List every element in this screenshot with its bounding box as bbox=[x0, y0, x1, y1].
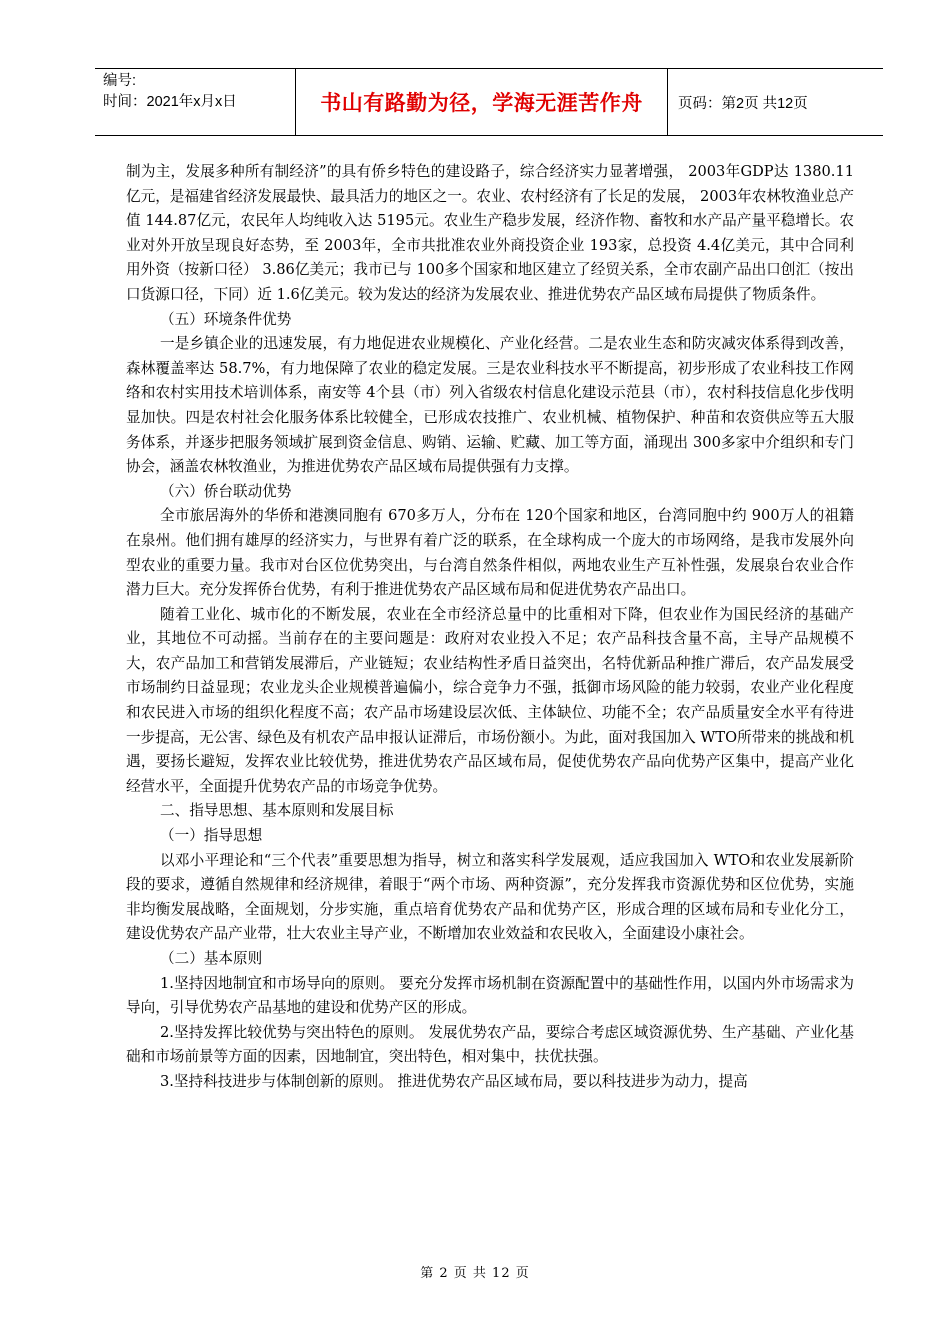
page-header bbox=[95, 68, 883, 136]
paragraph: 一是乡镇企业的迅速发展，有力地促进农业规模化、产业化经营。二是农业生态和防灾减灾体系得到改善，森林覆盖率达 58.7%，有力地保障了农业的稳定发展。三是农业科技水平不断提高，初步形成了农业科技工作网络和农村实用技术培训体系，南安等 4个县（市）列入省级农村信息化建设示范县（市），农村科技信息化步伐明显加快。四是农村社会化服务体系比较健全，已形成农技推广、农业机械、植物保护、种苗和农资供应等五大服务体系，并逐步把服务领域扩展到资金信息、购销、运输、贮藏、加工等方面，涌现出 300多家中介组织和专门协会，涵盖农林牧渔业，为推进优势农产品区域布局提供强有力支撑。 bbox=[126, 335, 854, 476]
header-motto: 书山有路勤为径，学海无涯苦作舟 bbox=[295, 69, 668, 135]
page-footer: 第 2 页 共 12 页 bbox=[420, 1266, 530, 1281]
chapter-heading: 二、指导思想、基本原则和发展目标 bbox=[160, 802, 394, 820]
section-heading: （一）指导思想 bbox=[160, 827, 263, 845]
document-time-label: 时间：2021年x月x日 bbox=[103, 94, 237, 110]
section-heading: （六）侨台联动优势 bbox=[160, 482, 292, 500]
section-heading: （五）环境条件优势 bbox=[160, 310, 292, 328]
section-heading: （二）基本原则 bbox=[160, 950, 263, 967]
principle-item: 3.坚持科技进步与体制创新的原则。 推进优势农产品区域布局，要以科技进步为动力，提高 bbox=[160, 1072, 748, 1090]
document-number-label: 编号: bbox=[103, 73, 137, 89]
paragraph: 制为主，发展多种所有制经济”的具有侨乡特色的建设路子，综合经济实力显著增强， 2003年GDP达 1380.11亿元，是福建省经济发展最快、最具活力的地区之一。农业、农村经济有了长足的发展， 2003年农林牧渔业总产值 144.87亿元，农民年人均纯收入达 5195元。农业生产稳步发展，经济作物、畜牧和水产品产量平稳增长。农业对外开放呈现良好态势，至 2003年，全市共批准农业外商投资企业 193家，总投资 4.4亿美元，其中合同利用外资（按新口径） 3.86亿美元；我市已与 100多个国家和地区建立了经贸关系，全市农副产品出口创汇（按出口货源口径，下同）近 1.6亿美元。较为发达的经济为发展农业、推进优势农产品区域布局提供了物质条件。 bbox=[126, 163, 854, 303]
paragraph: 全市旅居海外的华侨和港澳同胞有 670多万人，分布在 120个国家和地区，台湾同胞中约 900万人的祖籍在泉州。他们拥有雄厚的经济实力，与世界有着广泛的联系，在全球构成一个庞大的市场网络，是我市发展外向型农业的重要力量。我市对台区位优势突出，与台湾自然条件相似，两地农业生产互补性强，发展泉台农业合作潜力巨大。充分发挥侨台优势，有利于推进优势农产品区域布局和促进优势农产品出口。 bbox=[126, 507, 854, 599]
principle-item: 1.坚持因地制宜和市场导向的原则。 要充分发挥市场机制在资源配置中的基础性作用，以国内外市场需求为导向，引导优势农产品基地的建设和优势产区的形成。 bbox=[126, 974, 854, 1017]
paragraph: 随着工业化、城市化的不断发展，农业在全市经济总量中的比重相对下降，但农业作为国民经济的基础产业，其地位不可动摇。当前存在的主要问题是：政府对农业投入不足；农产品科技含量不高，主导产品规模不大，农产品加工和营销发展滞后，产业链短；农业结构性矛盾日益突出，名特优新品种推广滞后，农产品发展受市场制约日益显现；农业龙头企业规模普遍偏小，综合竞争力不强，抵御市场风险的能力较弱，农业产业化程度和农民进入市场的组织化程度不高；农产品市场建设层次低、主体缺位、功能不全；农产品质量安全水平有待进一步提高，无公害、绿色及有机农产品申报认证滞后，市场份额小。为此，面对我国加入 WTO所带来的挑战和机遇，要扬长避短，发挥农业比较优势，推进优势农产品区域布局，促使优势农产品向优势产区集中，提高产业化经营水平，全面提升优势农产品的市场竞争优势。 bbox=[126, 605, 854, 795]
document-body bbox=[126, 160, 854, 1095]
header-page-label: 页码：第2页 共12页 bbox=[678, 95, 808, 112]
header-meta bbox=[95, 69, 295, 135]
paragraph: 以邓小平理论和“三个代表”重要思想为指导，树立和落实科学发展观，适应我国加入 WTO和农业发展新阶段的要求，遵循自然规律和经济规律，着眼于“两个市场、两种资源”，充分发挥我市资源优势和区位优势，实施非均衡发展战略，全面规划，分步实施，重点培育优势农产品和优势产区，形成合理的区域布局和专业化分工，建设优势农产品产业带，壮大农业主导产业，不断增加农业效益和农民收入，全面建设小康社会。 bbox=[126, 851, 854, 943]
principle-item: 2.坚持发挥比较优势与突出特色的原则。 发展优势农产品，要综合考虑区域资源优势、生产基础、产业化基础和市场前景等方面的因素，因地制宜，突出特色，相对集中，扶优扶强。 bbox=[126, 1023, 854, 1066]
